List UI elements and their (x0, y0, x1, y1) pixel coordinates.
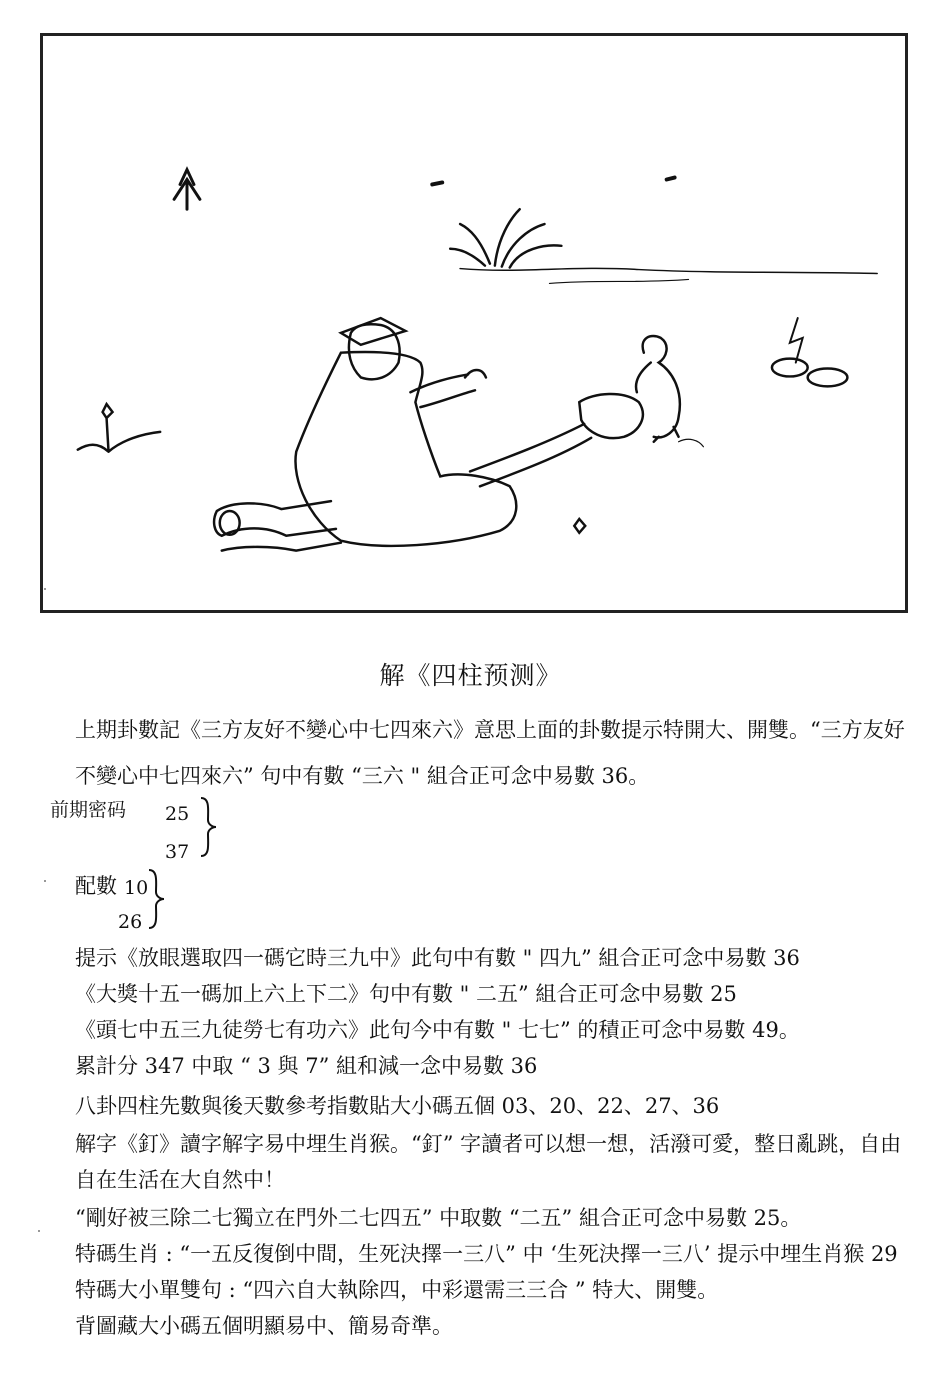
pairing-value: 26 (118, 911, 143, 933)
brace-icon (146, 868, 166, 930)
grass-tuft (450, 209, 561, 267)
previous-code-value: 25 (165, 803, 190, 825)
paragraph-line-2: 不變心中七四來六” 句中有數 “三六 " 組合正可念中易數 36。 (75, 764, 650, 788)
scan-speck (38, 1230, 40, 1232)
ground-line (460, 268, 877, 273)
scan-speck (44, 588, 46, 590)
small-tree (174, 170, 200, 210)
text-line: 累計分 347 中取 “ 3 與 7” 組和減一念中易數 36 (75, 1054, 538, 1078)
seated-figure (295, 352, 516, 546)
text-line: 自在生活在大自然中！ (75, 1168, 285, 1192)
scan-speck (44, 880, 46, 882)
text-line: 八卦四柱先數與後天數參考指數貼大小碼五個 03、20、22、27、36 (75, 1094, 720, 1118)
page-title: 解《四柱预测》 (379, 661, 562, 690)
illustration-drawing (43, 36, 905, 610)
text-line: 特碼生肖 : “一五反復倒中間，生死決擇一三八” 中 ‘生死決擇一三八’ 提示中埋生肖猴 29 (75, 1242, 898, 1266)
pairing-value: 10 (124, 877, 149, 899)
previous-code-label: 前期密码 (50, 799, 127, 821)
paragraph-line-1: 上期卦數記《三方友好不變心中七四來六》意思上面的卦數提示特開大、開雙。“三方友好 (75, 718, 905, 742)
brace-icon (198, 796, 218, 858)
jar (579, 394, 643, 438)
flower (78, 404, 160, 452)
pairing-label: 配數 (75, 874, 117, 898)
text-line: “剛好被三除二七獨立在門外二七四五” 中取數 “二五” 組合正可念中易數 25。 (75, 1206, 802, 1230)
text-line: 特碼大小單雙句 : “四六自大執除四，中彩還需三三合 ” 特大、開雙。 (75, 1278, 719, 1302)
text-line: 提示《放眼選取四一碼它時三九中》此句中有數 " 四九” 組合正可念中易數 36 (75, 946, 800, 970)
text-line: 《頭七中五三九徒勞七有功六》此句今中有數 " 七七” 的積正可念中易數 49。 (75, 1018, 800, 1042)
previous-code-value: 37 (165, 841, 190, 863)
illustration-frame (40, 33, 908, 613)
long-pole (470, 424, 591, 486)
monkey (636, 336, 680, 442)
text-line: 背圖藏大小碼五個明顯易中、簡易奇準。 (75, 1314, 453, 1338)
text-line: 《大獎十五一碼加上六上下二》句中有數 " 二五” 組合正可念中易數 25 (75, 982, 737, 1006)
text-line: 解字《釘》讀字解字易中埋生肖猴。“釘” 字讀者可以想一想，活潑可愛，整日亂跳，自由 (75, 1132, 902, 1156)
